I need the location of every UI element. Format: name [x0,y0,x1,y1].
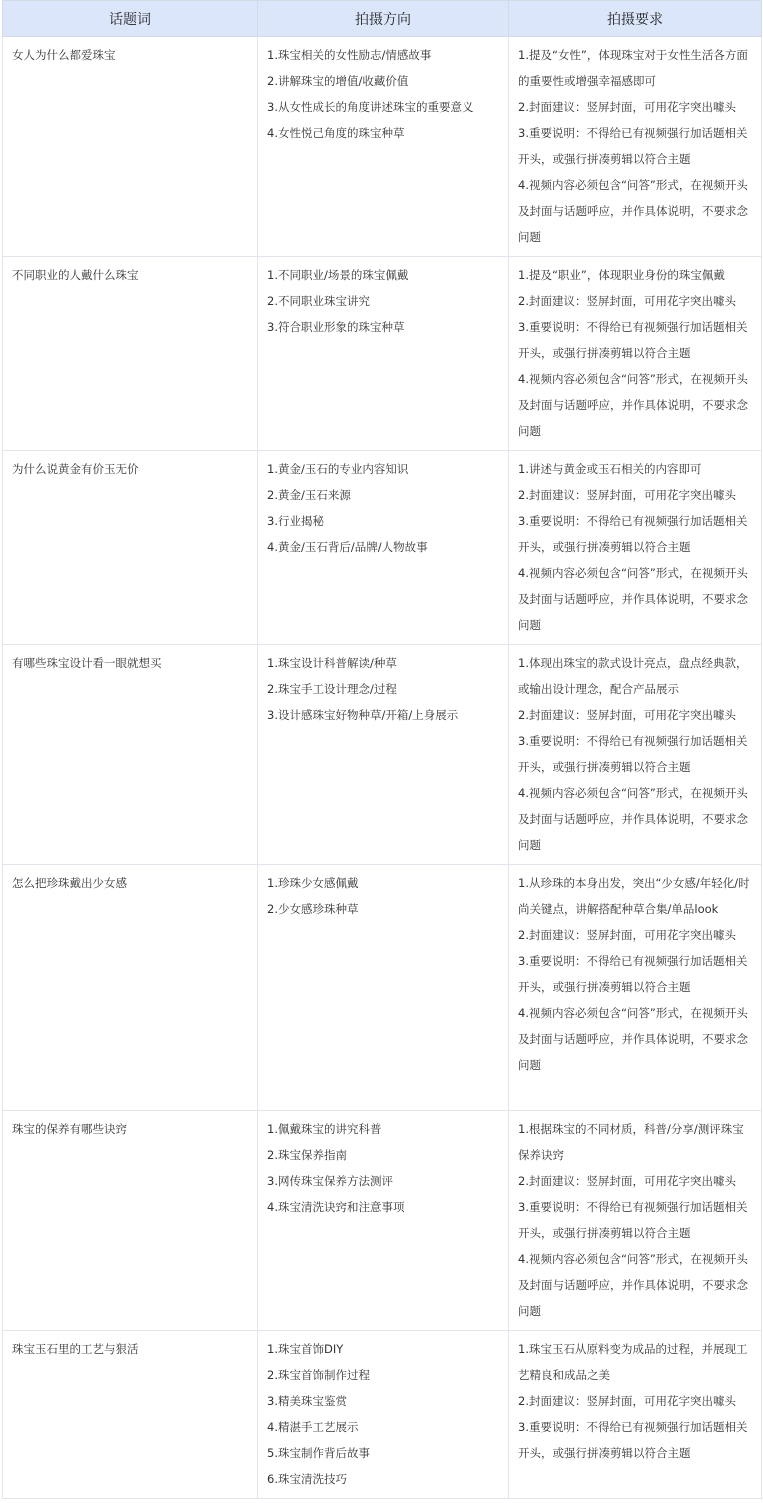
direction-item: 1.珠宝设计科普解读/种草 [267,656,397,670]
requirement-item: 1.根据珠宝的不同材质，科普/分享/测评珠宝保养诀窍 [518,1122,744,1162]
header-requirement: 拍摄要求 [509,1,762,37]
requirement-cell [509,645,762,865]
requirement-item: 3.重要说明：不得给已有视频强行加话题相关开头，或强行拼凑剪辑以符合主题 [518,1420,748,1460]
requirement-cell [509,451,762,645]
direction-cell [258,865,509,1111]
direction-item: 1.佩戴珠宝的讲究科普 [267,1122,382,1136]
requirement-item: 4.视频内容必须包含“问答”形式，在视频开头及封面与话题呼应，并作具体说明，不要求念问题 [518,178,748,244]
requirement-item: 4.视频内容必须包含“问答”形式，在视频开头及封面与话题呼应，并作具体说明，不要求念问题 [518,1252,748,1318]
direction-item: 2.黄金/玉石来源 [267,488,351,502]
direction-item: 2.讲解珠宝的增值/收藏价值 [267,74,409,88]
direction-item: 3.网传珠宝保养方法测评 [267,1174,393,1188]
direction-item: 3.符合职业形象的珠宝种草 [267,320,405,334]
direction-item: 2.少女感珍珠种草 [267,902,359,916]
requirement-item: 2.封面建议：竖屏封面，可用花字突出噱头 [518,708,736,722]
requirement-item: 1.体现出珠宝的款式设计亮点，盘点经典款，或输出设计理念，配合产品展示 [518,656,748,696]
direction-item: 1.珍珠少女感佩戴 [267,876,359,890]
direction-item: 3.行业揭秘 [267,514,324,528]
direction-cell [258,1111,509,1331]
topic-cell [3,37,258,257]
direction-item: 2.珠宝手工设计理念/过程 [267,682,397,696]
requirement-item: 2.封面建议：竖屏封面，可用花字突出噱头 [518,1174,736,1188]
table-row [3,645,762,865]
topic-cell [3,865,258,1111]
requirement-item: 3.重要说明：不得给已有视频强行加话题相关开头，或强行拼凑剪辑以符合主题 [518,1200,748,1240]
direction-item: 2.不同职业珠宝讲究 [267,294,370,308]
direction-item: 5.珠宝制作背后故事 [267,1446,370,1460]
requirement-item: 1.从珍珠的本身出发，突出“少女感/年轻化/时尚关键点，讲解搭配种草合集/单品look [518,876,750,916]
topic-cell [3,645,258,865]
direction-cell [258,645,509,865]
topic-text: 珠宝的保养有哪些诀窍 [12,1122,127,1136]
requirement-cell [509,865,762,1111]
requirement-item: 4.视频内容必须包含“问答”形式，在视频开头及封面与话题呼应，并作具体说明，不要求念问题 [518,786,748,852]
topic-cell [3,257,258,451]
requirement-item: 3.重要说明：不得给已有视频强行加话题相关开头，或强行拼凑剪辑以符合主题 [518,126,748,166]
direction-item: 2.珠宝首饰制作过程 [267,1368,370,1382]
table-row [3,1111,762,1331]
topic-cell [3,1331,258,1499]
topic-text: 为什么说黄金有价玉无价 [12,462,139,476]
table-header-row [3,1,762,37]
topic-text: 珠宝玉石里的工艺与狠活 [12,1342,139,1356]
direction-item: 4.黄金/玉石背后/品牌/人物故事 [267,540,428,554]
direction-item: 1.黄金/玉石的专业内容知识 [267,462,409,476]
requirement-item: 3.重要说明：不得给已有视频强行加话题相关开头，或强行拼凑剪辑以符合主题 [518,320,748,360]
direction-item: 4.精湛手工艺展示 [267,1420,359,1434]
direction-item: 3.设计感珠宝好物种草/开箱/上身展示 [267,708,459,722]
direction-item: 2.珠宝保养指南 [267,1148,347,1162]
direction-item: 1.珠宝相关的女性励志/情感故事 [267,48,432,62]
requirement-item: 4.视频内容必须包含“问答”形式，在视频开头及封面与话题呼应，并作具体说明，不要求念问题 [518,566,748,632]
requirement-item: 1.提及“职业”，体现职业身份的珠宝佩戴 [518,268,725,282]
table-row [3,37,762,257]
topic-text: 有哪些珠宝设计看一眼就想买 [12,656,162,670]
requirement-item: 1.提及“女性”，体现珠宝对于女性生活各方面的重要性或增强幸福感即可 [518,48,748,88]
requirement-cell [509,37,762,257]
direction-item: 4.珠宝清洗诀窍和注意事项 [267,1200,405,1214]
requirement-cell [509,257,762,451]
topic-text: 怎么把珍珠戴出少女感 [12,876,127,890]
direction-cell [258,257,509,451]
requirement-item: 1.珠宝玉石从原料变为成品的过程，并展现工艺精良和成品之美 [518,1342,748,1382]
table-row [3,257,762,451]
requirement-item: 4.视频内容必须包含“问答”形式，在视频开头及封面与话题呼应，并作具体说明，不要求念问题 [518,1006,748,1072]
requirement-item: 3.重要说明：不得给已有视频强行加话题相关开头，或强行拼凑剪辑以符合主题 [518,734,748,774]
direction-item: 1.珠宝首饰DIY [267,1342,344,1356]
requirement-item: 2.封面建议：竖屏封面，可用花字突出噱头 [518,1394,736,1408]
requirement-item: 3.重要说明：不得给已有视频强行加话题相关开头，或强行拼凑剪辑以符合主题 [518,514,748,554]
direction-cell [258,37,509,257]
topic-cell [3,1111,258,1331]
direction-item: 3.精美珠宝鉴赏 [267,1394,347,1408]
table-row [3,865,762,1111]
table-body [3,37,762,1499]
requirement-cell [509,1111,762,1331]
requirement-item: 2.封面建议：竖屏封面，可用花字突出噱头 [518,488,736,502]
direction-item: 4.女性悦己角度的珠宝种草 [267,126,405,140]
direction-item: 3.从女性成长的角度讲述珠宝的重要意义 [267,100,474,114]
header-direction: 拍摄方向 [258,1,509,37]
requirement-item: 1.讲述与黄金或玉石相关的内容即可 [518,462,702,476]
direction-item: 1.不同职业/场景的珠宝佩戴 [267,268,409,282]
requirement-item: 2.封面建议：竖屏封面，可用花字突出噱头 [518,100,736,114]
direction-cell [258,1331,509,1499]
requirement-cell [509,1331,762,1499]
requirement-item: 3.重要说明：不得给已有视频强行加话题相关开头，或强行拼凑剪辑以符合主题 [518,954,748,994]
direction-cell [258,451,509,645]
requirement-item: 2.封面建议：竖屏封面，可用花字突出噱头 [518,294,736,308]
topic-text: 不同职业的人戴什么珠宝 [12,268,139,282]
topic-cell [3,451,258,645]
header-topic: 话题词 [3,1,258,37]
topic-table [2,0,762,1499]
requirement-item: 4.视频内容必须包含“问答”形式，在视频开头及封面与话题呼应，并作具体说明，不要求念问题 [518,372,748,438]
requirement-item: 2.封面建议：竖屏封面，可用花字突出噱头 [518,928,736,942]
topic-text: 女人为什么都爱珠宝 [12,48,116,62]
direction-item: 6.珠宝清洗技巧 [267,1472,347,1486]
table-row [3,451,762,645]
table-row [3,1331,762,1499]
